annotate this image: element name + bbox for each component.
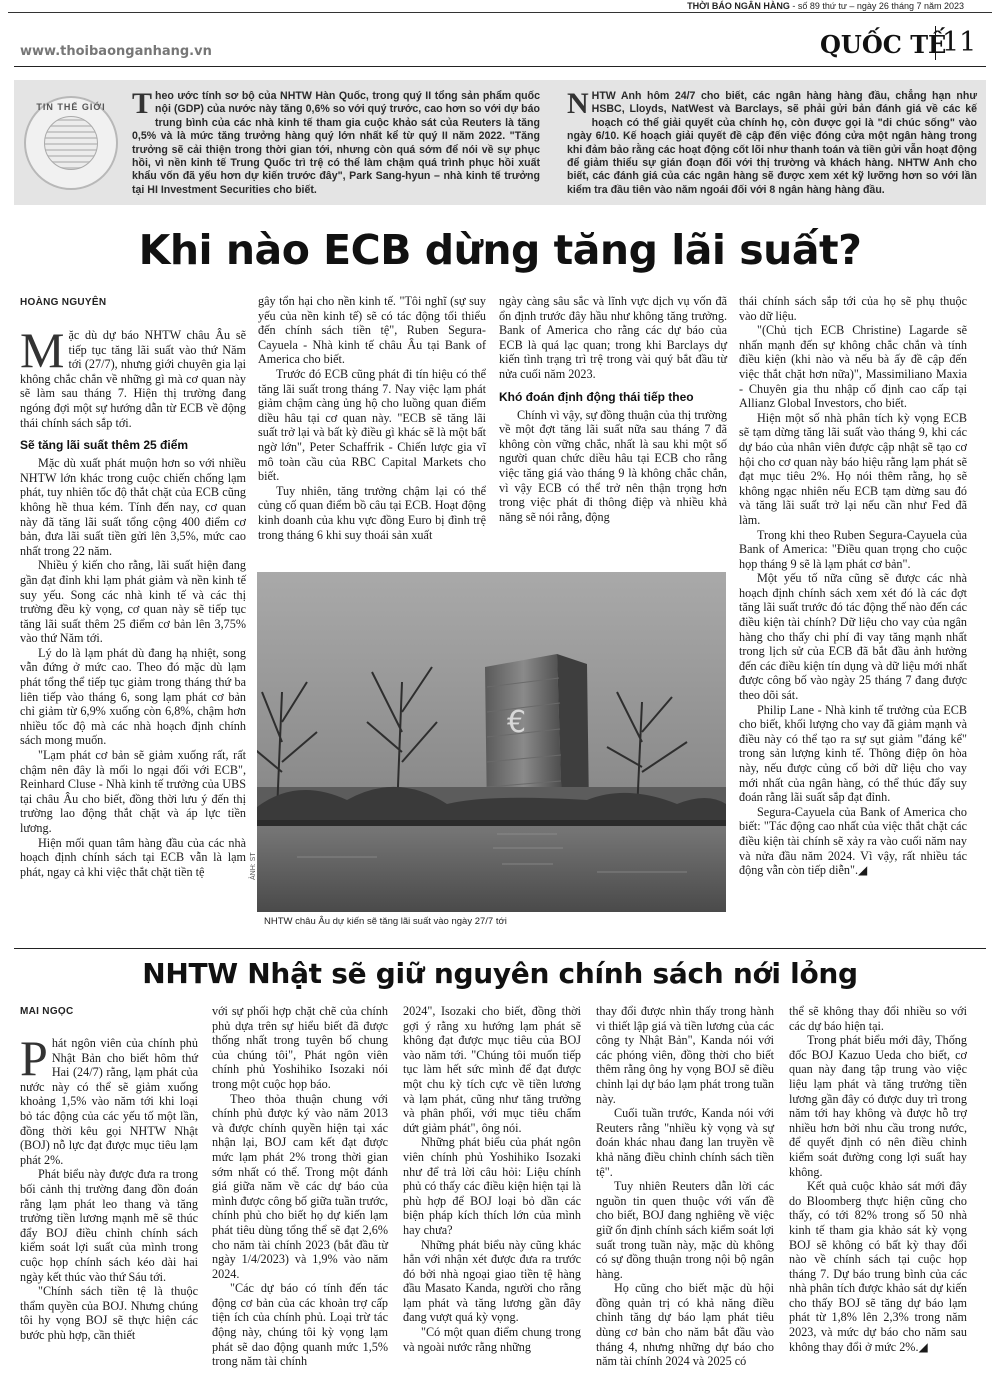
badge-label: TIN THẾ GIỚI (36, 102, 106, 112)
paragraph: Tuy nhiên Reuters dẫn lời các nguồn tin quen thuộc với vấn đề cho biết, BOJ đang nghiêng về việc giữ ổn định chính sách kiểm soát lợi suất trong tuần này, mặc dù không có sự đồng thuận trong nội bộ ngân hàng. (596, 1179, 774, 1281)
brief-korea-text: heo ước tính sơ bộ của NHTW Hàn Quốc, trong quý II tổng sản phẩm quốc nội (GDP) của nước này tăng 0,6% so với quý trước, cao hơn so với dự báo trung bình của các nhà kinh tế tham gia cuộc khảo sát của Reuters là tăng 0,5% và là mức tăng trưởng hàng quý lớn nhất kể từ quý II năm 2022. "Tăng trưởng sẽ cải thiện trong thời gian tới, nhưng còn quá sớm để nói về sự phục hồi, vì nền kinh tế Trung Quốc trì trệ có thể làm chậm quá trình phục hồi xuất khẩu vốn đã yếu hơn dự kiến trước đây", Park Sang-hyun – nhà kinh tế trưởng tại HI Investment Securities cho biết. (132, 90, 540, 196)
paragraph: Họ cũng cho biết mặc dù hội đồng quản trị có khả năng điều chỉnh tăng dự báo lạm phát tiêu dùng cơ bản cho năm bắt đầu vào tháng 4, nhưng những dự báo cho năm tài chính 2024 và 2025 có (596, 1281, 774, 1369)
newspaper-name: THỜI BÁO NGÂN HÀNG (687, 1, 790, 11)
paragraph: với sự phối hợp chặt chẽ của chính phủ dựa trên sự hiểu biết đã được thống nhất trong tuyên bố chung của chúng tôi", Phát ngôn viên chính phủ Yoshihiko Isozaki nói trong một cuộc họp báo. (212, 1004, 388, 1091)
paragraph: "Lạm phát cơ bản sẽ giảm xuống rất, rất chậm nên đây là mối lo ngại đối với ECB", Reinhard Cluse - Nhà kinh tế trưởng của UBS tại châu Âu cho biết, đồng thời lưu ý đến thị trường lao động thắt chặt và áp lực tiền lương. (20, 748, 246, 835)
article1-col3 (499, 294, 727, 524)
article1-col2 (258, 294, 486, 542)
article2-byline: MAI NGỌC (20, 1006, 74, 1017)
article1-lead: ặc dù dự báo NHTW châu Âu sẽ tiếp tục tăng lãi suất vào thứ Năm tới (27/7), nhưng giới chuyên gia lại không chắc chắn về những gì mà cơ quan này sẽ làm sau tháng 7. Hiện thị trường đang ngóng đợi một sự hướng dẫn từ ECB về động thái chính sách sắp tới. (20, 328, 246, 430)
article1-dropcap: M (20, 322, 65, 378)
article2-lead: hát ngôn viên của chính phủ Nhật Bản cho biết hôm thứ Hai (24/7) rằng, lạm phát của nước này có thể sẽ giảm xuống khoảng 1,5% vào năm tới khi loại bỏ tác động của các yếu tố một lần, đồng thời kêu gọi NHTW Nhật (BOJ) nỗ lực đạt được mục tiêu lạm phát 2%. (20, 1036, 198, 1167)
paragraph: thay đổi được nhìn thấy trong hành vi thiết lập giá và tiền lương của các công ty Nhật Bản", Kanda nói với các phóng viên, đồng thời cho biết thêm rằng ông hy vọng BOJ sẽ điều chỉnh lại dự báo lạm phát trong tuần này. (596, 1004, 774, 1106)
paragraph: Kết quả cuộc khảo sát mới đây do Bloomberg thực hiện cũng cho thấy, có tới 82% trong số 50 nhà kinh tế tham gia khảo sát kỳ vọng BOJ sẽ không có bất kỳ thay đổi nào về chính sách tại cuộc họp tháng 7. Dự báo trung bình của các nhà phân tích được khảo sát dự kiến cho thấy BOJ sẽ tăng dự báo lạm phát từ 1,8% lên 2,3% trong năm 2023, và mức dự báo cho năm sau không thay đổi ở mức 2%.◢ (789, 1179, 967, 1354)
header-rule (14, 66, 986, 67)
article2-col1 (20, 1030, 198, 1342)
article2-dropcap: P (20, 1030, 48, 1086)
article1-headline: Khi nào ECB dừng tăng lãi suất? (138, 226, 862, 274)
paragraph: Một yếu tố nữa cũng sẽ được các nhà hoạch định chính sách xem xét đó là các đợt tăng lãi suất trước đó tác động thế nào đến các điều kiện tài chính? Dữ liệu cho vay của ngân hàng cho thấy chi phí đi vay tăng mạnh nhất trong lịch sử của ECB đã bắt đầu ảnh hưởng đến các điều kiện tín dụng và dữ liệu mới nhất được công bố vào ngày 25 tháng 7 đang được theo dõi sát. (739, 571, 967, 703)
paragraph: Lý do là lạm phát dù đang hạ nhiệt, song vẫn đứng ở mức cao. Theo đó mặc dù lạm phát tổng thể tiếp tục giảm trong tháng thứ ba liên tiếp vào tháng 6, song lạm phát cơ bản chỉ giảm từ 6,9% xuống còn 6,8%, chậm hơn nhiều tốc độ mà các nhà hoạch định chính sách mong muốn. (20, 645, 246, 748)
paragraph: "Các dự báo có tính đến tác động cơ bản của các khoản trợ cấp tiện ích của chính phủ. Loại trừ tác động này, chúng tôi kỳ vọng lạm phát sẽ dao động quanh mức 1,5% trong năm tài chính (212, 1281, 388, 1369)
paragraph: Những phát biểu này cũng khác hẳn với nhận xét được đưa ra trước đó bởi nhà ngoại giao tiền tệ hàng đầu Masato Kanda, người cho rằng lạm phát và tăng lương gần đây đang vượt quá kỳ vọng. (403, 1237, 581, 1325)
brief-dropcap: N (567, 87, 589, 120)
top-rule (8, 12, 992, 13)
paragraph: Segura-Cayuela của Bank of America cho biết: "Tác động cao nhất của việc thắt chặt các điều kiện tài chính sẽ xảy ra vào cuối năm nay và nửa đầu năm 2024. Vì vậy, rất nhiều tác động vẫn còn tiếp diễn".◢ (739, 804, 967, 878)
article-divider (14, 948, 986, 949)
paragraph: Những phát biểu của phát ngôn viên chính phủ Yoshihiko Isozaki như để trả lời câu hỏi: Liệu chính phủ có thấy các điều kiện hiện tại là phù hợp để BOJ loại bỏ dần các biện pháp kích thích lớn của mình hay chưa? (403, 1135, 581, 1237)
section-title: QUỐC TẾ (820, 30, 947, 59)
svg-text:€: € (507, 705, 527, 740)
paragraph: Nhiều ý kiến cho rằng, lãi suất hiện đang gần đạt đỉnh khi lạm phát giảm và nền kinh tế suy yếu. Song các nhà kinh tế và các thị trường đều kỳ vọng, cơ quan này sẽ tiếp tục tăng lãi suất thêm 25 điểm cơ bản lên 3,75% vào thứ Năm tới. (20, 558, 246, 646)
site-url[interactable]: www.thoibaonganhang.vn (20, 44, 212, 59)
paragraph: "Có một quan điểm chung trong và ngoài nước rằng những (403, 1325, 581, 1354)
paragraph: Trước đó ECB cũng phát đi tín hiệu có thể tăng lãi suất trong tháng 7. Nay việc lạm phát giảm chậm càng ủng hộ cho luồng quan điểm diều hâu tại cơ quan này. "ECB sẽ tăng lãi suất trở lại và bất kỳ điều gì khác sẽ là một bất ngờ lớn", Peter Schaffrik - Chiến lược gia vĩ mô toàn cầu của RBC Capital Markets cho biết. (258, 366, 486, 484)
article1-byline: HOÀNG NGUYÊN (20, 297, 107, 308)
paragraph: "Chính sách tiền tệ là thuộc thẩm quyền của BOJ. Nhưng chúng tôi hy vọng BOJ sẽ thực hiện các bước phù hợp, cần thiết (20, 1284, 198, 1342)
paragraph: Chính vì vậy, sự đồng thuận của thị trường về một đợt tăng lãi suất nữa sau tháng 7 đã không còn vững chắc, nhất là sau khi một số người quan chức diều hâu tại ECB cho rằng việc tăng giá vào tháng 9 là không chắc chắn, vì vậy ECB có thể trở nên thận trọng hơn trong việc phát đi thông điệp và nhiều khả năng sẽ nói rằng, động (499, 407, 727, 524)
paragraph: Trong phát biểu mới đây, Thống đốc BOJ Kazuo Ueda cho biết, cơ quan này đang tập trung vào việc liệu lạm phát và tăng trưởng tiền lương gần đây có được duy trì trong năm tới hay không và được hỗ trợ nhiều hơn bởi nhu cầu trong nước, để quyết định có nên điều chỉnh kiểm soát đường cong lợi suất hay không. (789, 1033, 967, 1179)
paragraph: Trong khi theo Ruben Segura-Cayuela của Bank of America: "Điều quan trọng cho cuộc họp tháng 9 sẽ là lạm phát cơ bản". (739, 527, 967, 571)
globe-icon (44, 116, 98, 170)
article1-col1 (20, 322, 246, 879)
article2-col5 (789, 1004, 967, 1354)
issue-info (687, 1, 964, 11)
article2-col3 (403, 1004, 581, 1354)
brief-korea (132, 87, 540, 197)
brief-uk-text: HTW Anh hôm 24/7 cho biết, các ngân hàng hàng đầu, chẳng hạn như HSBC, Lloyds, NatWest và Barclays, sẽ phải gửi bản đánh giá về các kế hoạch có thể giải quyết của chính họ, còn được gọi là "di chúc sống" vào ngày 6/10. Kế hoạch giải quyết đề cập đến việc đóng cửa một ngân hàng trong khi đảm bảo rằng các hoạt động cốt lõi như thanh toán và tiền gửi vẫn hoạt động để giảm thiểu sự gián đoạn đối với thị trường và khách hàng. NHTW Anh cho biết, các đánh giá của các ngân hàng sẽ được xem xét kỹ lưỡng hơn so với lần kiểm tra đầu tiên vào năm ngoái đối với 8 ngân hàng hàng đầu. (567, 90, 977, 196)
globe-badge-icon (24, 96, 118, 190)
article1-subhead1: Sẽ tăng lãi suất thêm 25 điểm (20, 438, 189, 453)
ecb-building-photo (257, 572, 726, 912)
brief-dropcap: T (132, 87, 153, 120)
article2-col2 (212, 1004, 388, 1369)
paragraph: Phát biểu này được đưa ra trong bối cảnh thị trường đang đồn đoán rằng lạm phát leo thang và tăng trưởng tiền lương mạnh mẽ sẽ thúc đẩy BOJ điều chỉnh chính sách kiểm soát lợi suất của mình trong cuộc họp chính sách kéo dài hai ngày kết thúc vào thứ Sáu tới. (20, 1167, 198, 1284)
paragraph: Mặc dù xuất phát muộn hơn so với nhiều NHTW lớn khác trong cuộc chiến chống lạm phát, tuy nhiên tốc độ thắt chặt của ECB cũng không hề thua kém. Tính đến nay, cơ quan này đã tăng lãi suất tổng cộng 400 điểm cơ bản, đưa lãi suất tiền gửi lên 3,5%, mức cao nhất trong 22 năm. (20, 456, 246, 558)
paragraph: Tuy nhiên, tăng trưởng chậm lại có thể củng cố quan điểm bồ câu tại ECB. Hoạt động kinh doanh của khu vực đồng Euro bị đình trệ trong tháng 6 khi suy thoái sản xuất (258, 483, 486, 542)
page-number: 11 (935, 26, 976, 60)
article2-headline: NHTW Nhật sẽ giữ nguyên chính sách nới lỏng (142, 957, 858, 990)
paragraph: Philip Lane - Nhà kinh tế trưởng của ECB cho biết, khối lượng cho vay đã giảm mạnh và điều này có thể tạo ra sự sụt giảm "đáng kể" trong sản lượng kinh tế. Thông điệp ôn hòa này, nếu được củng cố bởi dữ liệu cho vay mới nhất của ngân hàng, có thể thúc đẩy suy đoán rằng lãi suất sắp đạt đỉnh. (739, 702, 967, 805)
paragraph: Cuối tuần trước, Kanda nói với Reuters rằng "nhiều kỳ vọng và sự đoán khác nhau đang lan truyền về khả năng điều chỉnh chính sách tiền tệ". (596, 1106, 774, 1179)
photo-caption: NHTW châu Âu dự kiến sẽ tăng lãi suất vào ngày 27/7 tới (264, 916, 507, 927)
article1-col4 (739, 294, 967, 878)
article2-col4 (596, 1004, 774, 1369)
paragraph: Hiện mối quan tâm hàng đầu của các nhà hoạch định chính sách tại ECB vẫn là lạm phát, ngay cả khi việc thắt chặt tiền tệ (20, 835, 246, 879)
paragraph: thể sẽ không thay đổi nhiều so với các dự báo hiện tại. (789, 1004, 967, 1033)
paragraph: ngày càng sâu sắc và lĩnh vực dịch vụ vốn đã ổn định trước đây hầu như không tăng trưởng. Bank of America cho rằng các dự báo của ECB là quá lạc quan; trong khi Barclays dự kiến tình trạng trì trệ trong vài quý bắt đầu từ nửa cuối năm 2023. (499, 294, 727, 381)
paragraph: gây tổn hại cho nền kinh tế. "Tôi nghĩ (sự suy yếu của nền kinh tế) sẽ có tác động tối thiểu đến chính sách tiền tệ", Ruben Segura-Cayuela - Nhà kinh tế châu Âu tại Bank of America cho biết. (258, 294, 486, 367)
photo-credit: ẢNH: ST (250, 852, 257, 880)
paragraph: thái chính sách sắp tới của họ sẽ phụ thuộc vào dữ liệu. (739, 294, 967, 323)
paragraph: Hiện một số nhà phân tích kỳ vọng ECB sẽ tạm dừng tăng lãi suất vào tháng 9, khi các dự báo của nhân viên được cập nhật sẽ tạo cơ hội cho cơ quan này báo hiệu rằng lạm phát sẽ đạt mục tiêu 2%. Họ nói thêm rằng, họ sẽ không ngạc nhiên nếu ECB tạm dừng sau đó và tăng lãi suất trở lại nếu cần như Fed đã làm. (739, 410, 967, 527)
article1-subhead2: Khó đoán định động thái tiếp theo (499, 389, 694, 404)
paragraph: "(Chủ tịch ECB Christine) Lagarde sẽ nhấn mạnh đến sự không chắc chắn và tính điều kiện (khi nào và nếu bà ấy đề cập đến việc thắt chặt hơn nữa)", Massimiliano Maxia - Chuyên gia thu nhập cố định cao cấp tại Allianz Global Investors, cho biết. (739, 323, 967, 411)
issue-line (0, 0, 1000, 14)
issue-date: - số 89 thứ tư – ngày 26 tháng 7 năm 2023 (789, 1, 964, 11)
paragraph: Theo thỏa thuận chung với chính phủ được ký vào năm 2013 và được chính quyền hiện tại xác nhận lại, BOJ cam kết đạt được mức lạm phát 2% trong thời gian sớm nhất có thể. Trong một đánh giá giữa năm về các dự báo của mình được công bố giữa tuần trước, chính phủ cho biết họ dự kiến lạm phát tiêu dùng tổng thể sẽ đạt 2,6% cho năm tài chính 2023 (bắt đầu từ ngày 1/4/2023) và 1,9% vào năm 2024. (212, 1091, 388, 1281)
paragraph: 2024", Isozaki cho biết, đồng thời gợi ý rằng xu hướng lạm phát sẽ không đạt được mục tiêu của BOJ vào năm tới. "Chúng tôi muốn tiếp tục làm hết sức mình để đạt được một chu kỳ tích cực về tiền lương và lạm phát, cũng như tăng trưởng và phân phối, với mục tiêu chấm dứt giảm phát", ông nói. (403, 1004, 581, 1135)
brief-uk (567, 87, 977, 197)
